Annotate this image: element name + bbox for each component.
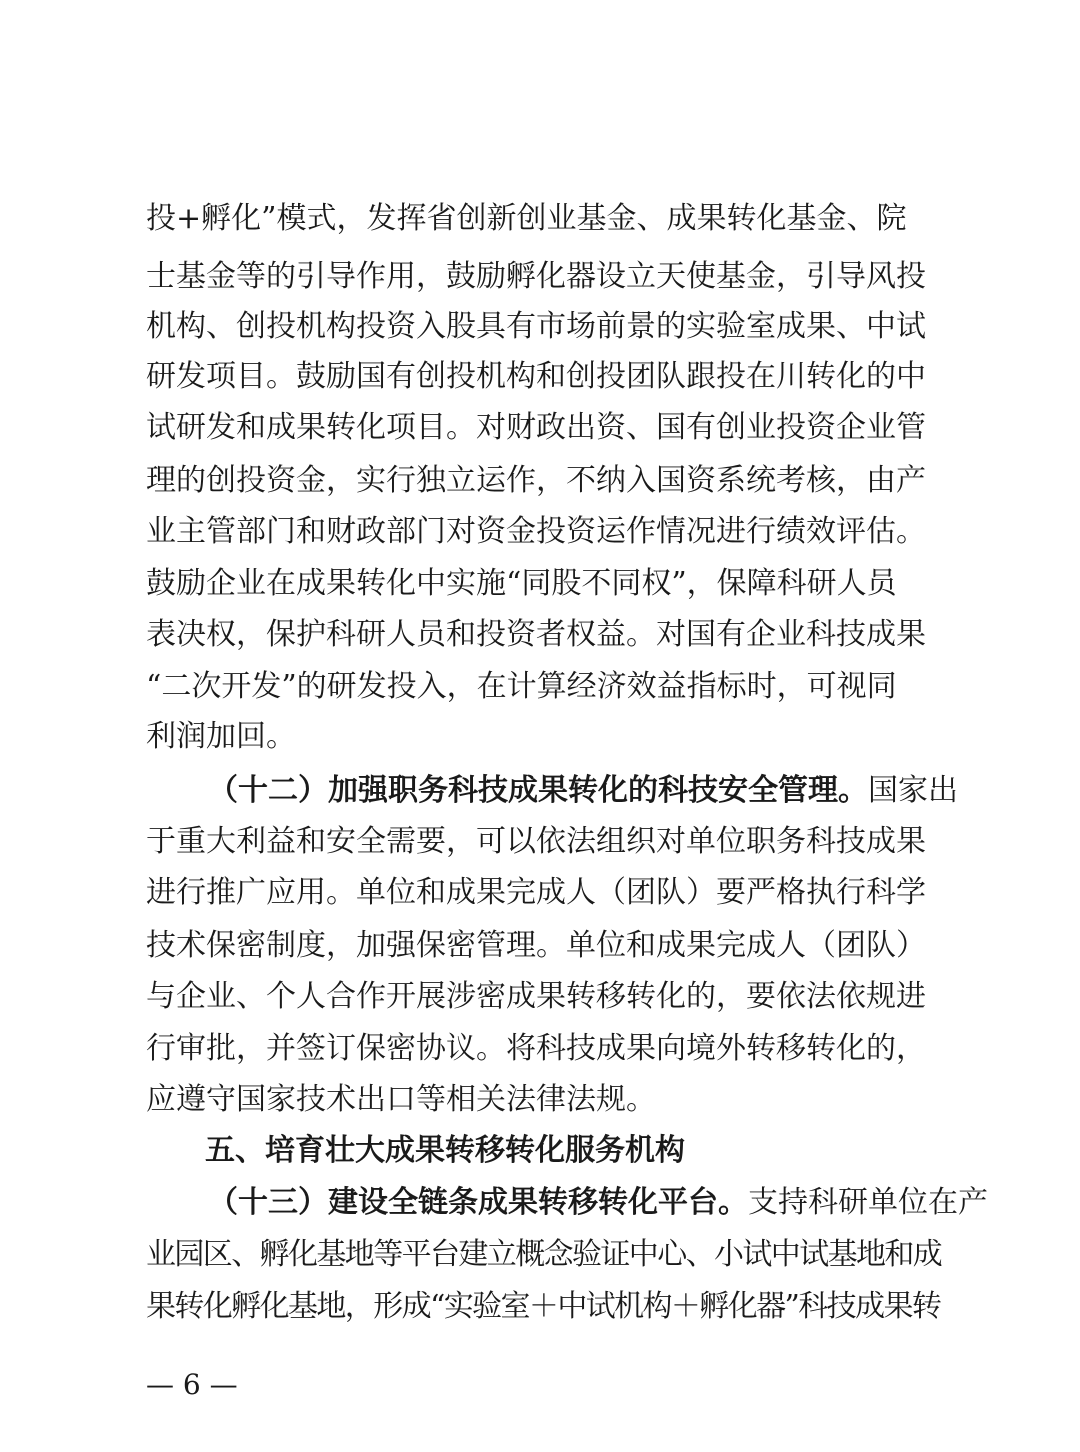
section-13-line-2: 果转化孵化基地，形成“实验室＋中试机构＋孵化器”科技成果转: [146, 1289, 941, 1324]
section-12-line-1: 于重大利益和安全需要，可以依法组织对单位职务科技成果: [146, 824, 926, 859]
section-13-title-rest: 支持科研单位在产: [748, 1185, 988, 1220]
page-number: — 6 —: [146, 1368, 238, 1401]
body-line-3: 机构、创投机构投资入股具有市场前景的实验室成果、中试: [146, 309, 926, 344]
section-heading-5: 五、培育壮大成果转移转化服务机构: [205, 1133, 685, 1168]
body-line-7: 业主管部门和财政部门对资金投资运作情况进行绩效评估。: [146, 514, 926, 549]
body-line-5: 试研发和成果转化项目。对财政出资、国有创业投资企业管: [146, 410, 926, 445]
body-line-2: 士基金等的引导作用，鼓励孵化器设立天使基金，引导风投: [146, 259, 926, 294]
section-12-line-2: 进行推广应用。单位和成果完成人（团队）要严格执行科学: [146, 875, 926, 910]
section-12-line-6: 应遵守国家技术出口等相关法律法规。: [146, 1082, 656, 1117]
section-12-title: （十二）加强职务科技成果转化的科技安全管理。: [208, 773, 868, 808]
body-line-6: 理的创投资金，实行独立运作，不纳入国资系统考核，由产: [146, 463, 926, 498]
body-line-9: 表决权，保护科研人员和投资者权益。对国有企业科技成果: [146, 617, 926, 652]
body-line-8: 鼓励企业在成果转化中实施“同股不同权”，保障科研人员: [146, 566, 897, 601]
section-12-line-4: 与企业、个人合作开展涉密成果转移转化的，要依法依规进: [146, 979, 926, 1014]
section-12-title-rest: 国家出: [868, 773, 958, 808]
section-13-title: （十三）建设全链条成果转移转化平台。: [208, 1185, 748, 1220]
body-line-1: 投+孵化”模式，发挥省创新创业基金、成果转化基金、院: [146, 201, 907, 236]
body-line-4: 研发项目。鼓励国有创投机构和创投团队跟投在川转化的中: [146, 359, 926, 394]
section-13-first-line: [208, 1176, 988, 1230]
section-12-line-5: 行审批，并签订保密协议。将科技成果向境外转移转化的，: [146, 1031, 926, 1066]
section-13-line-1: 业园区、孵化基地等平台建立概念验证中心、小试中试基地和成: [146, 1237, 942, 1272]
section-12-line-3: 技术保密制度，加强保密管理。单位和成果完成人（团队）: [146, 928, 926, 963]
body-line-11: 利润加回。: [146, 719, 296, 754]
section-12-first-line: [208, 764, 958, 818]
body-line-10: “二次开发”的研发投入，在计算经济效益指标时，可视同: [146, 669, 897, 704]
